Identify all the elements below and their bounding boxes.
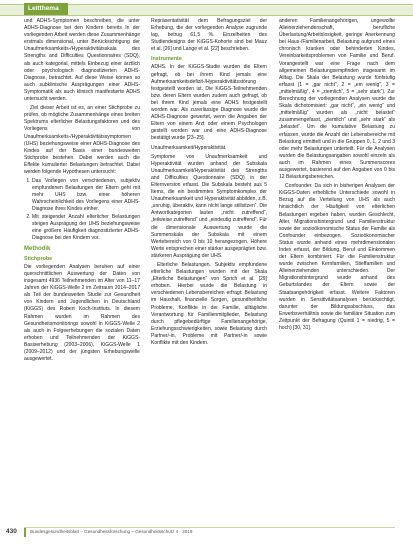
- text-column-1: [24, 18, 140, 524]
- paragraph: Symptome von Unaufmerksamkeit und Hyperaktivität wurden anhand der Subskala Unaufmerksamkeit/Hyperaktivität des Strengths and Difficulties Questionnaire (SDQ) in der Elternversion erfasst. Die Subskala besteht aus 5 Items, die ein bestimmtes Symptomkomplex der Unaufmerksamkeit und Hyperaktivität abbilden, z.B. „unruhig, überaktiv, kann nicht lange stillsitzen“. Die Antwortkategorien lauten „nicht zutreffend“, „teilweise zutreffend“ und „eindeutig zutreffend“. Für die dimensionale Auswertung wurde die Summenskala der Subskala mit einem Wertebereich von 0 bis 10 herangezogen. Höhere Werte entsprechen einer stärker ausgeprägten bzw. stärkeren Ausprägung der UHS.: [151, 153, 267, 259]
- paragraph: Confounder. Da sich in bisherigen Analysen der KiGGS-Daten erhebliche Unterschiede sowohl in Bezug auf die Verteilung von UHS als auch hinsichtlich der Häufigkeit von elterlichen Belastungen ergeben haben, wurden Geschlecht, Alter, Migrationshintergrund und Familienstruktur sowie der sozioökonomische Status der Familie als Confounder einbezogen. Sozioökonomischer Status wurde anhand eines mehrdimensionalen Index erfasst, der Bildung, Beruf und Einkommen der Eltern kombiniert. Für die Familienstruktur wurde zwischen Kernfamilien, Stieffamilien und Alleinerziehenden unterschieden. Der Migrationshintergrund wurde anhand des Geburtslandes der Eltern sowie der Staatsangehörigkeit erfasst. Weitere Faktoren wurden in Sensitivitätsanalysen berücksichtigt, darunter der Bildungsabschluss, das Erwerbsverhältnis sowie die familiäre Situation zum Zeitpunkt der Befragung (Quintil 1 = niedrig, 5 = hoch) [30, 31].: [279, 183, 395, 332]
- text-column-3: [279, 18, 395, 524]
- hypothesis-list: [24, 178, 140, 242]
- paragraph: Ziel dieser Arbeit ist es, an einer Stichprobe zu prüfen, ob mögliche Zusammenhänge eines breiten Spektrums elterlicher Belastungsfaktoren und des Vorliegens von Unaufmerksamkeits-/Hyperaktivitätssymptomen (UHS) beziehungsweise einer ADHS-Diagnose des Kindes auf der Basis einer bundesweiten Stichprobe bestehen. Dabei werden auch die Effekte kumulierter Belastungen betrachtet. Dabei werden folgende Hypothesen untersucht:: [24, 105, 140, 175]
- page-number: 430: [6, 528, 17, 535]
- paragraph: ADHS. In der KiGGS-Studie wurden die Eltern gefragt, ob bei ihrem Kind jemals eine Aufmerksamkeitsdefizit-/Hyperaktivitätsstörung festgestellt worden ist. Die KiGGS-Teilnehmenden bzw. deren Eltern wurden zudem auch gefragt, ob bei ihrem Kind jemals eine ADHS festgestellt worden war. Als zuverlässige Diagnose wurde die ADHS-Diagnose gewertet, wenn die Angaben der Eltern von einem Arzt oder einem Psychologen gestellt worden war und eine ADHS-Diagnose bestätigt wurde [23–25].: [151, 64, 267, 142]
- paragraph: Elterliche Belastungen. Subjektiv empfundene elterliche Belastungen wurden mit der Skala „Elterliche Belastungen“ von Sprich et al. [29] erhoben. Hierbei wurde die Belastung in verschiedenen Lebensbereichen erfragt: Belastung im Haushalt, finanzielle Sorgen, gesundheitliche Probleme, Konflikte in der Familie, alltägliche Verantwortung für Familienmitglieder, Belastung durch pflegebedürftige Familienangehörige, Erziehungsschwierigkeiten, sowie Belastung durch Partner/-in, Probleme mit Partner/-in sowie Konflikte mit den Kindern.: [151, 262, 267, 347]
- subsection-heading-sample: Stichprobe: [24, 255, 53, 262]
- paragraph: und ADHS-Symptomen beschreiben, die unter ADHS-Diagnose bei den Kindern bereits In der vorliegenden Arbeit werden diese Zusammenhänge erstmals dimensional, unter Berücksichtigung der Unaufmerksamkeits-/Hyperaktivitätsskala des Strengths and Difficulties Questionnaires (SDQ), als auch kategorial, mittels Einbezug einer ärztlich oder psychologisch diagnostizierten ADHS-Diagnose, betrachtet. Auf diese Weise können so auch subklinische Ausprägungen einer ADHS-Symptomatik als auch klinisch manifestierte ADHS untersucht werden.: [24, 18, 140, 103]
- paragraph: anderen Familienangehörigen, ungewollte Alleinerziehendenschaft, berufliche Überlastung/Arbeitslosigkeit, geringe Anerkennung bei Haus-/Familienarbeit, Belastung aufgrund eines chronisch kranken oder behinderten Kindes, Vereinbarkeitsproblemen von Familie und Beruf. Vorangestellt war eine Frage nach dem allgemeinen Belastungsempfinden insgesamt im Alltag. Die Skala der Belastung wurde fünfstufig erfasst (1 = „gar nicht“, 2 = „ein wenig“, 3 = „mittelmäßig“, 4 = „ziemlich“, 5 = „sehr stark“). Zur Berechnung der vorliegenden Analysen wurde die Skala dichotomisiert: „gar nicht“, „ein wenig“ und „mittelmäßig“ wurden als „nicht belastet“ zusammengefasst, „ziemlich“ und „sehr stark“ als „belastet“. Um die kumulative Belastung zu erfassen, wurde die Anzahl der Lebensbereiche mit Belastung ermittelt und in die Gruppen 0, 1, 2 und 3 oder mehr Belastungen unterteilt. Für die Analysen wurden die Belastungsangaben sowohl einzeln als auch im Rahmen eines Summenscores ausgewertet, basierend auf den Angaben von 0 bis 12 Belastungsbereichen.: [279, 18, 395, 181]
- article-body: [24, 18, 395, 524]
- subsection-heading-instruments: Instrumente: [151, 56, 182, 63]
- section-heading-methods: Methodik: [24, 245, 51, 252]
- list-item: 2. Mit steigender Anzahl elterlicher Belastungen steigen Ausprägung der UHS beziehungsweise eine größere Häufigkeit diagnostizierter ADHS-Diagnose bei den Kindern vor.: [32, 214, 140, 242]
- text-column-2: [151, 18, 267, 524]
- paragraph-lead: Unaufmerksamkeit/Hyperaktivität.: [151, 144, 227, 151]
- paragraph: Die vorliegenden Analysen beruhen auf einer querschnittlichen Auswertung der Daten von insgesamt 4936 Teilnehmenden im Alter von 11–17 Jahren der KiGGS-Welle 2 im Zeitraum 2014–2017 als Teil der bundesweiten Studie zur Gesundheit von Kindern und Jugendlichen in Deutschland (KiGGS) des Robert Koch-Instituts. In diesem Rahmen wurden im Rahmen des Gesundheitsmonitorings sowohl in KiGGS-Welle 2 als auch in Folgeerhebungen die sozialen Daten erhoben und Teilnehmenden der KiGGS-Basiserhebung (2003–2006), KiGGS-Welle 1 (2009–2012) und der jüngsten Erhebungswelle ausgewertet.: [24, 263, 140, 363]
- section-tag: Leitthema: [24, 3, 68, 15]
- footer-accent-bar: [24, 528, 26, 537]
- paragraph: Repräsentativität dem Befragungsziel der Erhebung, die der vorliegenden Analyse zugrunde lag, betrug 61,5 %. Einzelheiten des Studiendesigns der KiGGS-Kohorte sind bei Mauz et al. [26] und Lange et al. [22] beschrieben.: [151, 18, 267, 53]
- journal-citation: Bundesgesundheitsblatt – Gesundheitsforschung – Gesundheitsschutz 4 · 2019: [30, 529, 193, 534]
- footer-divider: [24, 527, 395, 528]
- list-item: 1. Das Vorliegen von verschiedenen, subjektiv empfundenen Belastungen der Eltern geht mit mehr UHS bzw. einer höheren Wahrscheinlichkeit des Vorliegens einer ADHS-Diagnose ihres Kindes einher.: [32, 178, 140, 213]
